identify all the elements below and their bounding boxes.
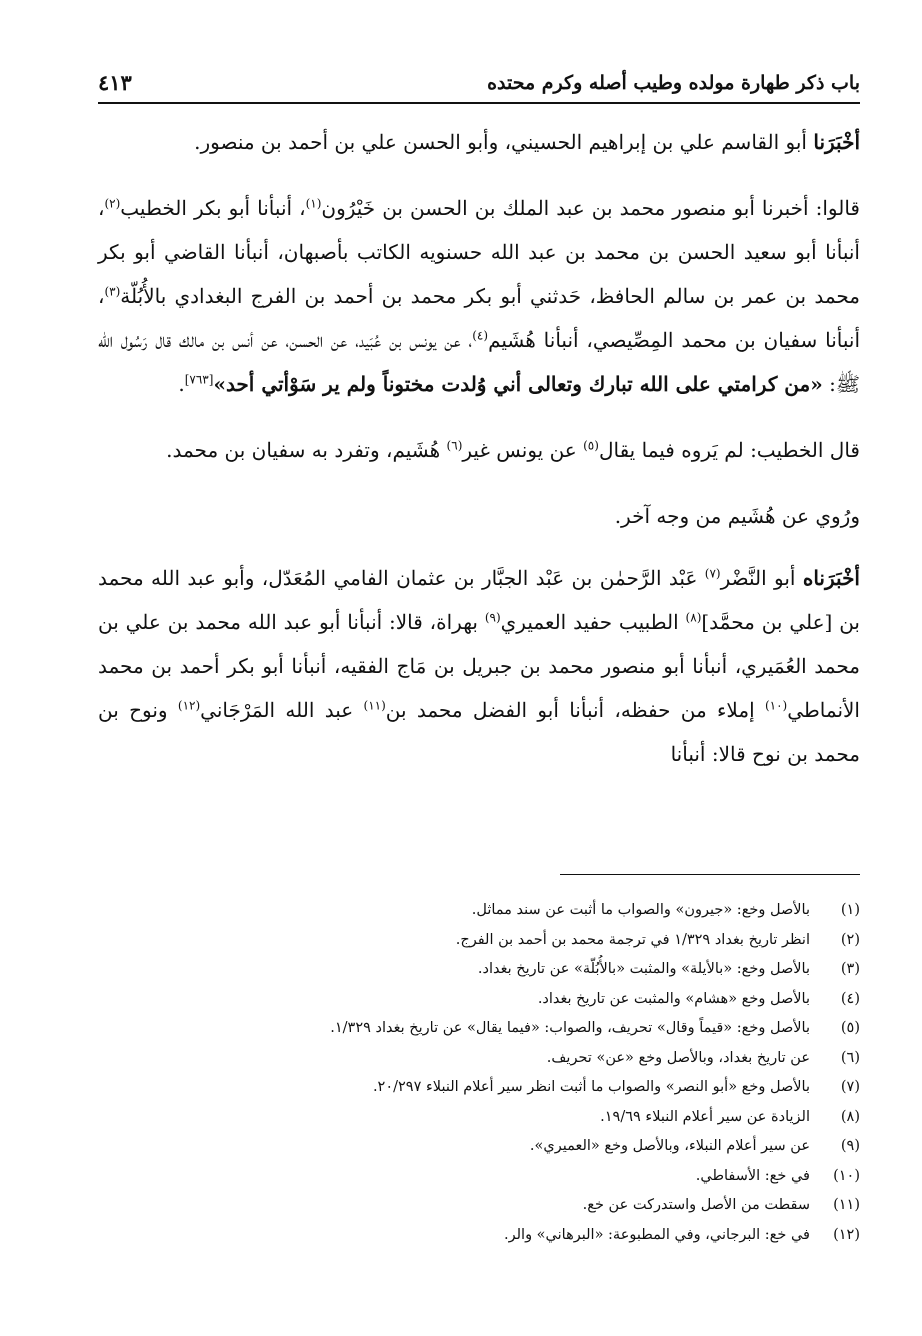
footnote	[98, 955, 860, 985]
footnote-number: (١٠)	[833, 1167, 860, 1184]
footnote	[98, 926, 860, 956]
footnote-ref: (٤)	[472, 328, 489, 343]
text-run: عن يونس غير	[462, 438, 584, 462]
text-run: ورُوي عن هُشَيم من وجه آخر.	[614, 504, 860, 528]
footnote-text: عن سير أعلام النبلاء، وبالأصل وخع «العميري».	[529, 1138, 810, 1154]
footnote	[98, 1014, 860, 1044]
footnote-text: عن تاريخ بغداد، وبالأصل وخع «عن» تحريف.	[546, 1049, 810, 1066]
footnote	[98, 896, 860, 926]
footnote-number: (٢)	[840, 931, 860, 948]
footnote-number: (٨)	[840, 1108, 860, 1125]
footnote-text: بالأصل وخع «هشام» والمثبت عن تاريخ بغداد.	[537, 990, 810, 1007]
footnote-ref: (١)	[305, 196, 322, 211]
footnote	[98, 1073, 860, 1103]
running-header	[98, 66, 860, 104]
footnote-text: في خع: البرجاني، وفي المطبوعة: «البرهاني» والر.	[504, 1226, 810, 1243]
footnote-number: (٥)	[840, 1020, 860, 1036]
footnotes-list	[98, 896, 860, 1250]
paragraph-text: أبو القاسم علي بن إبراهيم الحسيني، وأبو الحسن علي بن أحمد بن منصور.	[194, 130, 814, 154]
footnote-ref: (١١)	[363, 698, 386, 713]
footnote-ref: (١٠)	[764, 698, 788, 713]
footnote-ref: (٥)	[583, 438, 599, 453]
text-run: ، أنبأنا سفيان بن محمد المِصِّيصي، أنبأنا هُشَيم	[98, 284, 861, 352]
text-run: ، أنبأنا أبو سعيد الحسن بن محمد بن عبد الله حسنويه الكاتب بأصبهان، أنبأنا القاضي أبو بكر محمد بن عمر بن سالم الحافظ، حَدثني أبو بكر محمد بن أحمد بن الفرج البغدادي بالأُبُلّة	[98, 196, 860, 308]
text-run: قالوا: أخبرنا أبو منصور محمد بن عبد الملك بن الحسن بن خَيْرُون	[321, 196, 860, 220]
text-run: الطبيب حفيد العميري	[500, 610, 686, 634]
footnote-ref: (٣)	[104, 284, 121, 299]
lead-word: أخْبَرَناه	[802, 566, 860, 590]
page-number: ٤١٣	[98, 70, 132, 95]
text-run: أبو النَّضْر	[720, 566, 803, 590]
footnote-number: (١٢)	[833, 1226, 860, 1243]
paragraph-2	[98, 186, 860, 406]
footnote-text: الزيادة عن سير أعلام النبلاء ١٩/٦٩.	[600, 1108, 810, 1125]
footnote-number: (١١)	[833, 1197, 860, 1213]
lead-word: أخْبَرَنا	[813, 130, 860, 154]
text-run: بهراة، قالا: أنبأنا أبو عبد الله محمد بن علي بن محمد العُمَيري، أنبأنا أبو منصور محمد بن جبريل بن مَاج الفقيه، أنبأنا أبو بكر أحمد بن محمد الأنماطي	[98, 610, 860, 722]
chapter-title: باب ذكر طهارة مولده وطيب أصله وكرم محتده	[487, 72, 860, 94]
text-run: عَبْد الرَّحمٰن بن عَبْد الجبَّار بن عثمان الفامي المُعَدّل، وأبو عبد الله محمد بن [علي بن محمَّد]	[98, 566, 860, 634]
footnote-number: (٧)	[840, 1079, 860, 1095]
footnote-text: سقطت من الأصل واستدركت عن خع.	[582, 1197, 810, 1213]
footnote	[98, 1044, 860, 1074]
footnote-number: (٦)	[840, 1049, 860, 1066]
text-run: ، عن يونس بن عُبَيد، عن الحسن، عن أنس بن مالك قال رَسُول الله ﷺ:	[98, 328, 860, 396]
footnote	[98, 1191, 860, 1221]
footnote	[98, 1221, 860, 1251]
footnote-text: بالأصل وخع: «جيرون» والصواب ما أثبت عن سند مماثل.	[471, 902, 810, 918]
paragraph-5	[98, 556, 860, 776]
footnote	[98, 1132, 860, 1162]
footnote-text: بالأصل وخع: «بالأيلة» والمثبت «بالأُبُلّة» عن تاريخ بغداد.	[477, 961, 810, 977]
footnote-text: في خع: الأسفاطي.	[695, 1167, 810, 1184]
text-run: ونوح بن محمد بن نوح قالا: أنبأنا	[98, 698, 860, 766]
text-run: قال الخطيب: لم يَروه فيما يقال	[598, 438, 860, 462]
paragraph-4	[98, 494, 860, 538]
text-run: .	[178, 372, 185, 396]
text-run: هُشَيم، وتفرد به سفيان بن محمد.	[166, 438, 447, 462]
footnote-text: انظر تاريخ بغداد ١/٣٢٩ في ترجمة محمد بن أحمد بن الفرج.	[455, 931, 810, 948]
footnote-ref: (٧)	[704, 566, 721, 581]
footnote-number: (٩)	[840, 1138, 860, 1154]
footnote-number: (٣)	[840, 961, 860, 977]
footnote-ref: (٩)	[484, 610, 501, 625]
footnote-ref: (٦)	[446, 438, 463, 453]
footnote-ref: (٢)	[104, 196, 121, 211]
footnote-number: (٤)	[840, 990, 860, 1007]
footnote	[98, 1162, 860, 1192]
text-run: ، أنبأنا أبو بكر الخطيب	[120, 196, 306, 220]
paragraph-3	[98, 428, 860, 472]
text-run: إملاء من حفظه، أنبأنا أبو الفضل محمد بن	[385, 698, 765, 722]
main-text	[98, 120, 860, 798]
hadith-reference: [٧٦٣]	[184, 372, 214, 387]
footnote-text: بالأصل وخع «أبو النصر» والصواب ما أثبت انظر سير أعلام النبلاء ٢٠/٢٩٧.	[372, 1079, 810, 1095]
footnote-divider	[560, 874, 860, 875]
text-run: عبد الله المَرْجَاني	[200, 698, 364, 722]
footnote-ref: (٨)	[685, 610, 702, 625]
footnote-text: بالأصل وخع: «قيماً وقال» تحريف، والصواب: «فيما يقال» عن تاريخ بغداد ١/٣٢٩.	[330, 1020, 810, 1036]
hadith-text: «من كرامتي على الله تبارك وتعالى أني وُلدت مختوناً ولم ير سَوْأتي أحد»	[213, 372, 823, 396]
footnote-ref: (١٢)	[177, 698, 201, 713]
footnote-number: (١)	[840, 902, 860, 918]
footnote	[98, 1103, 860, 1133]
footnote	[98, 985, 860, 1015]
paragraph-1	[98, 120, 860, 164]
